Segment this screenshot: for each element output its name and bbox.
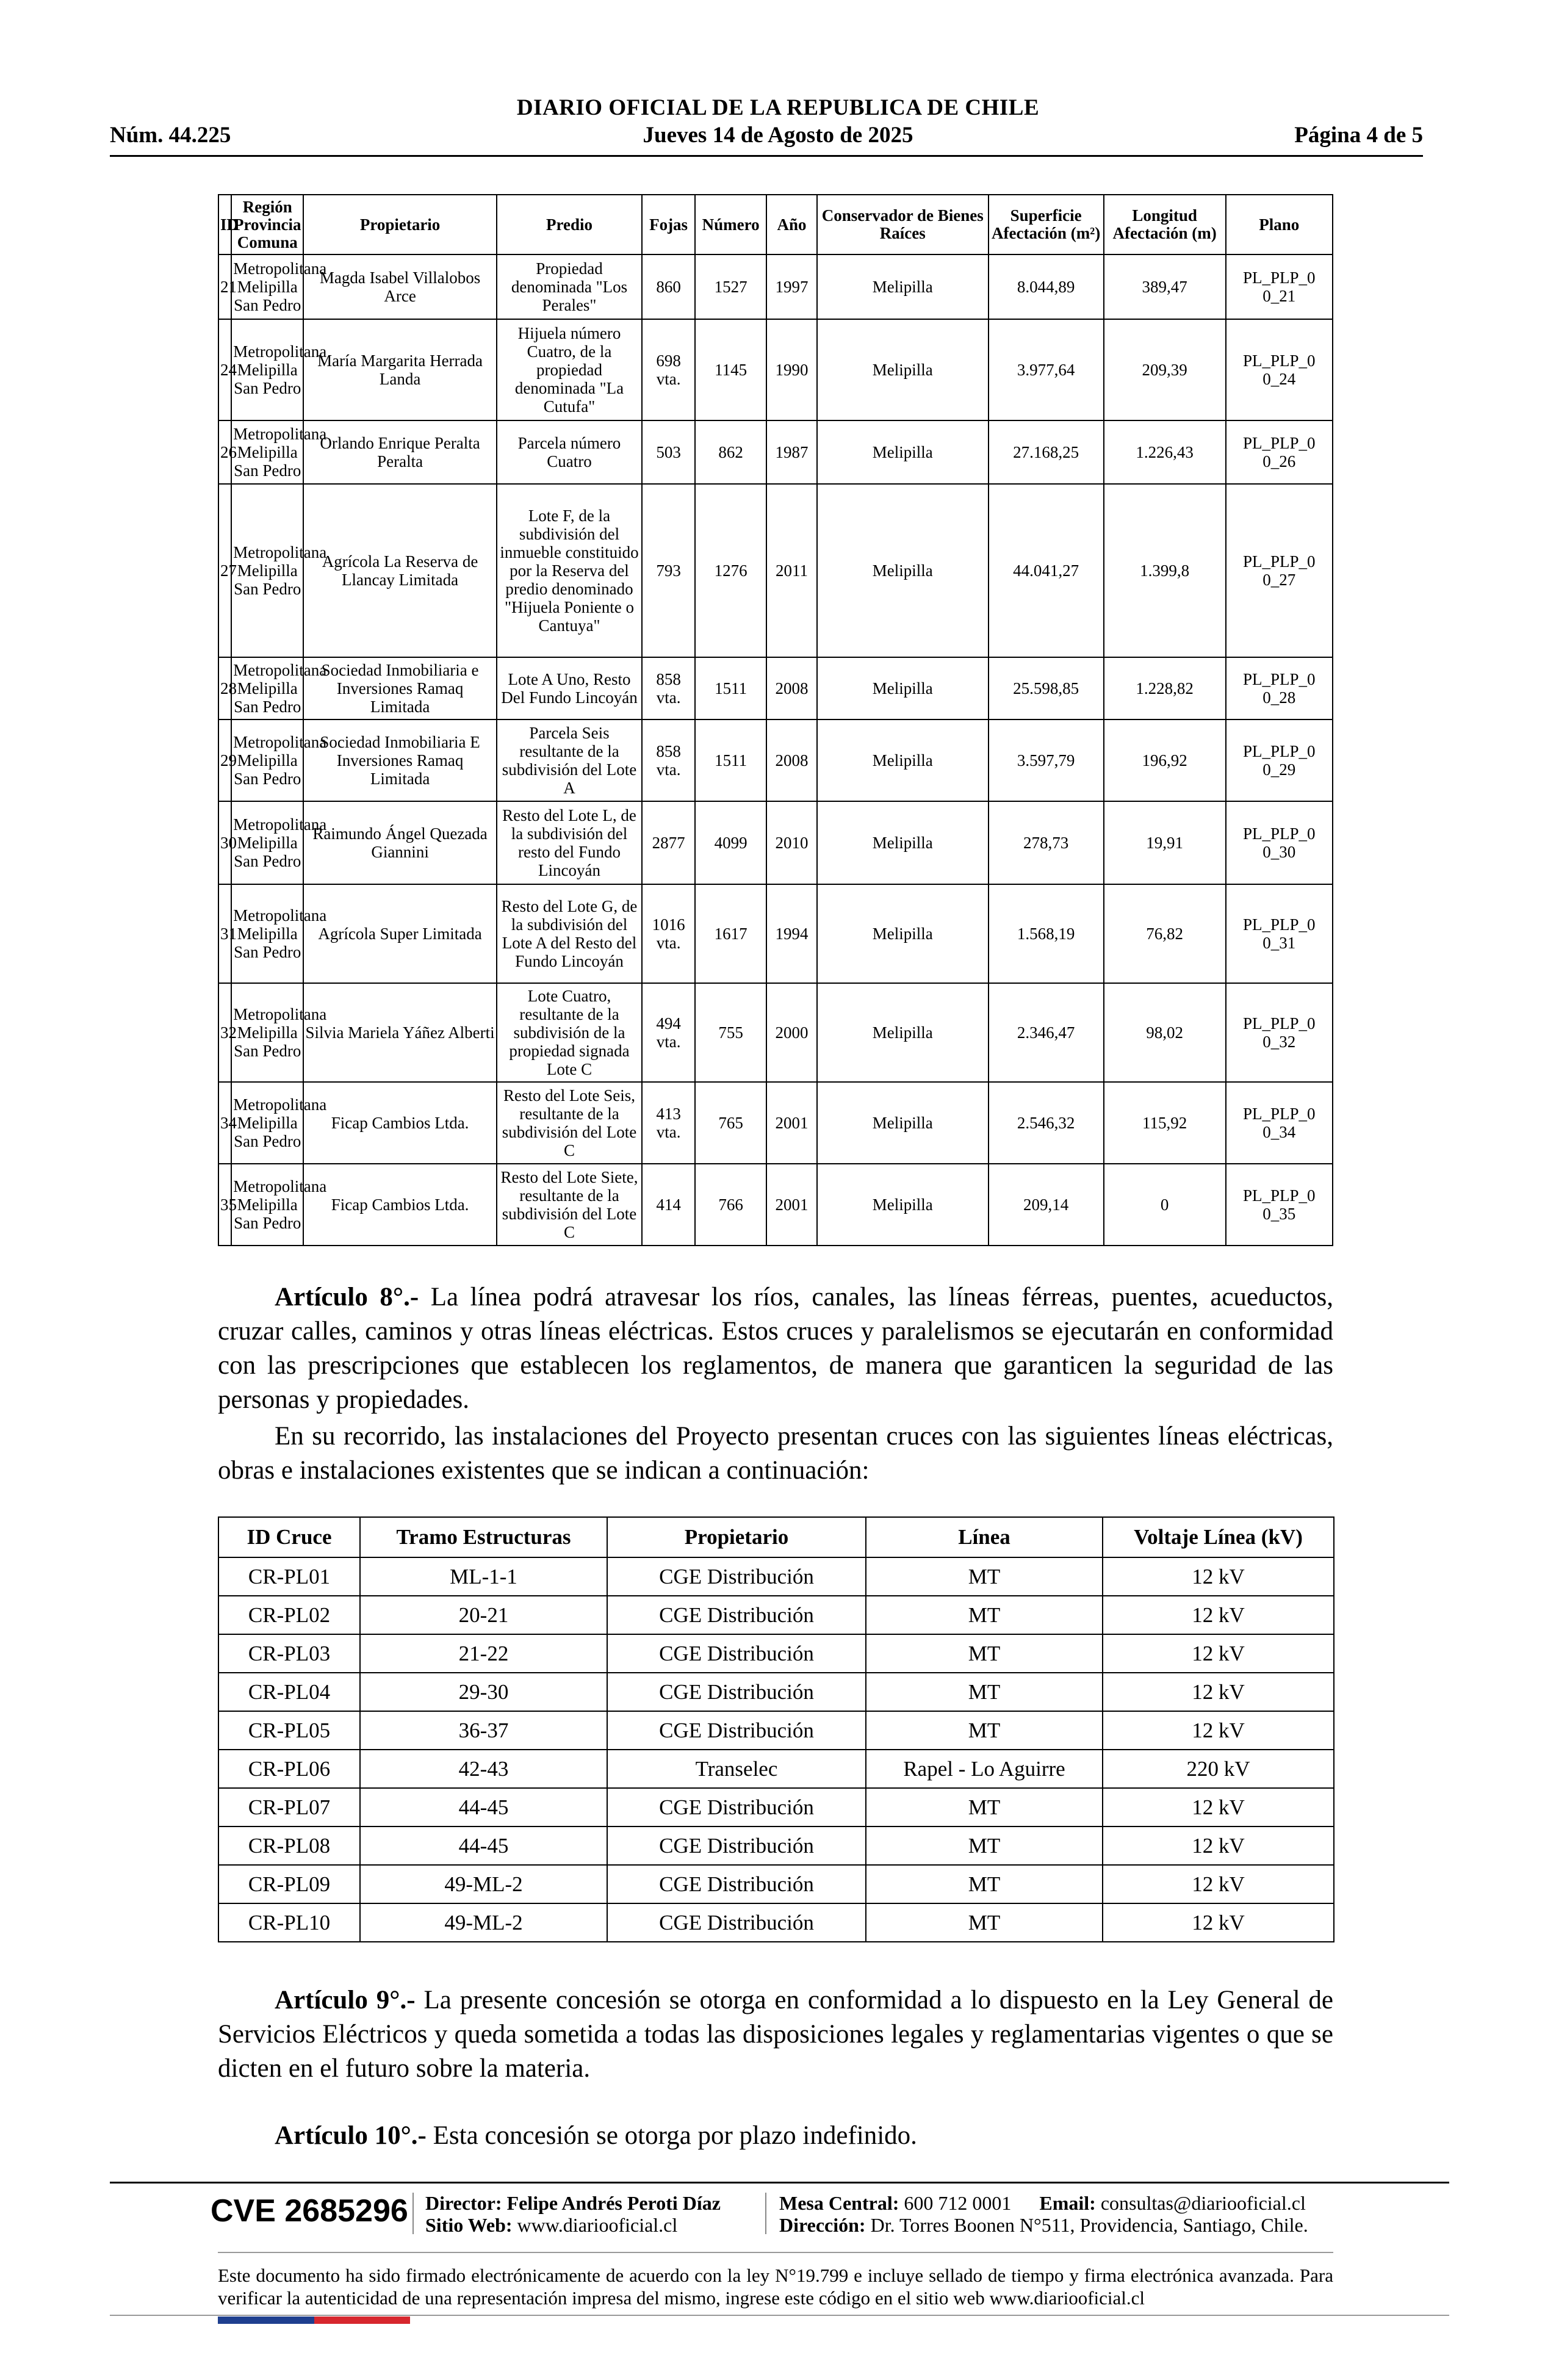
cell-line: MT [866, 1711, 1103, 1750]
cell-registrar: Melipilla [817, 801, 989, 884]
article-9-title: Artículo 9°.- [275, 1986, 416, 2014]
cell-plan: PL_PLP_0 0_29 [1226, 719, 1333, 801]
cell-segment: ML-1-1 [360, 1557, 607, 1596]
cell-plan: PL_PLP_0 0_31 [1226, 884, 1333, 983]
cell-registrar: Melipilla [817, 1164, 989, 1246]
cell-property: Resto del Lote Seis, resultante de la subdivisión del Lote C [497, 1082, 642, 1164]
cell-region: Metropolitana Melipilla San Pedro [231, 319, 303, 420]
cell-segment: 36-37 [360, 1711, 607, 1750]
cell-voltage: 12 kV [1103, 1711, 1334, 1750]
cell-registrar: Melipilla [817, 1082, 989, 1164]
cell-segment: 49-ML-2 [360, 1903, 607, 1942]
cell-cross-owner: CGE Distribución [607, 1711, 866, 1750]
cell-voltage: 12 kV [1103, 1557, 1334, 1596]
cell-registrar: Melipilla [817, 484, 989, 657]
cell-segment: 29-30 [360, 1673, 607, 1711]
cell-area: 278,73 [989, 801, 1104, 884]
cell-voltage: 12 kV [1103, 1634, 1334, 1673]
table-row [218, 1596, 1334, 1634]
cell-fojas: 858 vta. [642, 657, 695, 719]
legal-notice: Este documento ha sido firmado electrónicamente de acuerdo con la ley N°19.799 e incluye sellado de tiempo y firma electrónica avanzada. Para verificar la autenticidad de una representación impresa del mismo, ingrese este código en el sitio web www.diariooficial.cl [218, 2265, 1333, 2309]
cell-voltage: 12 kV [1103, 1826, 1334, 1865]
director-label: Director: [425, 2192, 502, 2214]
col-header-registrar: Conservador de Bienes Raíces [817, 195, 989, 254]
cell-id: 21 [218, 254, 231, 319]
table-row [218, 1673, 1334, 1711]
cell-number: 1145 [695, 319, 766, 420]
cell-owner: Orlando Enrique Peralta Peralta [303, 420, 497, 484]
cell-year: 2001 [766, 1082, 817, 1164]
table-row [218, 1557, 1334, 1596]
website-label: Sitio Web: [425, 2214, 513, 2236]
cell-number: 766 [695, 1164, 766, 1246]
cell-segment: 44-45 [360, 1788, 607, 1826]
col-header-id: ID [218, 195, 231, 254]
cell-cross-id: CR-PL08 [218, 1826, 360, 1865]
crossing-table [218, 1516, 1334, 1942]
cell-property: Hijuela número Cuatro, de la propiedad denominada "La Cutufa" [497, 319, 642, 420]
cell-plan: PL_PLP_0 0_21 [1226, 254, 1333, 319]
cell-cross-owner: CGE Distribución [607, 1788, 866, 1826]
col-header-segment: Tramo Estructuras [360, 1517, 607, 1557]
cell-region: Metropolitana Melipilla San Pedro [231, 420, 303, 484]
cell-registrar: Melipilla [817, 420, 989, 484]
cell-owner: Sociedad Inmobiliaria e Inversiones Ramaq Limitada [303, 657, 497, 719]
cell-registrar: Melipilla [817, 319, 989, 420]
issue-date: Jueves 14 de Agosto de 2025 [643, 123, 913, 148]
cell-year: 1994 [766, 884, 817, 983]
cell-plan: PL_PLP_0 0_30 [1226, 801, 1333, 884]
cell-plan: PL_PLP_0 0_34 [1226, 1082, 1333, 1164]
cell-length: 1.226,43 [1104, 420, 1226, 484]
cell-fojas: 503 [642, 420, 695, 484]
col-header-owner: Propietario [303, 195, 497, 254]
cell-year: 2010 [766, 801, 817, 884]
cell-id: 31 [218, 884, 231, 983]
article-8-text: La línea podrá atravesar los ríos, canales, las líneas férreas, puentes, acueductos, cruzar calles, caminos y otras líneas eléctricas. Estos cruces y paralelismos se ejecutarán en conformidad con las prescripciones que establecen los reglamentos, de manera que garanticen la seguridad de las personas y propiedades. [218, 1283, 1334, 1414]
cell-year: 2011 [766, 484, 817, 657]
cell-cross-id: CR-PL03 [218, 1634, 360, 1673]
cell-plan: PL_PLP_0 0_28 [1226, 657, 1333, 719]
footer-website [425, 2214, 677, 2236]
cell-segment: 49-ML-2 [360, 1865, 607, 1903]
footer-contact [779, 2192, 1306, 2214]
cell-year: 2008 [766, 719, 817, 801]
cell-owner: María Margarita Herrada Landa [303, 319, 497, 420]
cell-cross-id: CR-PL05 [218, 1711, 360, 1750]
table-row [218, 1903, 1334, 1942]
cell-voltage: 12 kV [1103, 1596, 1334, 1634]
footer-divider [110, 2182, 1449, 2183]
cell-line: MT [866, 1903, 1103, 1942]
cell-cross-owner: Transelec [607, 1750, 866, 1788]
cell-region: Metropolitana Melipilla San Pedro [231, 657, 303, 719]
address-text: Dr. Torres Boonen N°511, Providencia, Santiago, Chile. [870, 2214, 1308, 2236]
footer-director [425, 2192, 721, 2214]
cell-area: 2.346,47 [989, 983, 1104, 1082]
cell-length: 209,39 [1104, 319, 1226, 420]
cell-cross-owner: CGE Distribución [607, 1634, 866, 1673]
cell-area: 44.041,27 [989, 484, 1104, 657]
cell-plan: PL_PLP_0 0_24 [1226, 319, 1333, 420]
col-header-cross-id: ID Cruce [218, 1517, 360, 1557]
table-row [218, 657, 1333, 719]
director-name: Felipe Andrés Peroti Díaz [506, 2192, 721, 2214]
cell-fojas: 413 vta. [642, 1082, 695, 1164]
cell-cross-id: CR-PL04 [218, 1673, 360, 1711]
table-row [218, 1164, 1333, 1246]
cell-area: 209,14 [989, 1164, 1104, 1246]
cell-cross-id: CR-PL06 [218, 1750, 360, 1788]
cell-fojas: 793 [642, 484, 695, 657]
footer-separator [765, 2193, 766, 2234]
cell-area: 8.044,89 [989, 254, 1104, 319]
cell-owner: Sociedad Inmobiliaria E Inversiones Ramaq Limitada [303, 719, 497, 801]
issue-number: Núm. 44.225 [110, 123, 231, 148]
cell-fojas: 1016 vta. [642, 884, 695, 983]
cell-owner: Silvia Mariela Yáñez Alberti [303, 983, 497, 1082]
cell-area: 25.598,85 [989, 657, 1104, 719]
cell-owner: Agrícola La Reserva de Llancay Limitada [303, 484, 497, 657]
cell-property: Lote F, de la subdivisión del inmueble constituido por la Reserva del predio denominado "Hijuela Poniente o Cantuya" [497, 484, 642, 657]
col-header-region: Región Provincia Comuna [231, 195, 303, 254]
cell-number: 1527 [695, 254, 766, 319]
table-row [218, 1826, 1334, 1865]
cell-line: MT [866, 1596, 1103, 1634]
article-8-paragraph [218, 1280, 1333, 1417]
cell-owner: Ficap Cambios Ltda. [303, 1164, 497, 1246]
page-indicator: Página 4 de 5 [1294, 123, 1423, 148]
cell-fojas: 2877 [642, 801, 695, 884]
cell-length: 0 [1104, 1164, 1226, 1246]
cell-id: 26 [218, 420, 231, 484]
cell-cross-owner: CGE Distribución [607, 1557, 866, 1596]
cell-id: 34 [218, 1082, 231, 1164]
parcel-table [218, 194, 1333, 1246]
cell-plan: PL_PLP_0 0_26 [1226, 420, 1333, 484]
article-9-text: La presente concesión se otorga en conformidad a lo dispuesto en la Ley General de Servicios Eléctricos y queda sometida a todas las disposiciones legales y reglamentarias vigentes o que se dicten en el futuro sobre la materia. [218, 1986, 1334, 2083]
cell-property: Resto del Lote L, de la subdivisión del resto del Fundo Lincoyán [497, 801, 642, 884]
cell-line: MT [866, 1673, 1103, 1711]
website-link[interactable]: www.diariooficial.cl [517, 2214, 678, 2236]
cell-area: 3.597,79 [989, 719, 1104, 801]
cell-year: 1997 [766, 254, 817, 319]
cell-segment: 44-45 [360, 1826, 607, 1865]
cell-voltage: 12 kV [1103, 1903, 1334, 1942]
cell-region: Metropolitana Melipilla San Pedro [231, 1082, 303, 1164]
article-8-paragraph-2: En su recorrido, las instalaciones del Proyecto presentan cruces con las siguientes líneas eléctricas, obras e instalaciones existentes que se indican a continuación: [218, 1422, 1333, 1485]
cell-owner: Magda Isabel Villalobos Arce [303, 254, 497, 319]
cell-number: 1511 [695, 657, 766, 719]
cell-id: 32 [218, 983, 231, 1082]
col-header-line: Línea [866, 1517, 1103, 1557]
email-link[interactable]: consultas@diariooficial.cl [1100, 2192, 1306, 2214]
cell-fojas: 858 vta. [642, 719, 695, 801]
cell-plan: PL_PLP_0 0_35 [1226, 1164, 1333, 1246]
cell-area: 27.168,25 [989, 420, 1104, 484]
cell-cross-id: CR-PL09 [218, 1865, 360, 1903]
cell-length: 19,91 [1104, 801, 1226, 884]
cell-region: Metropolitana Melipilla San Pedro [231, 484, 303, 657]
cell-area: 1.568,19 [989, 884, 1104, 983]
email-label: Email: [1039, 2192, 1096, 2214]
cell-id: 29 [218, 719, 231, 801]
cell-region: Metropolitana Melipilla San Pedro [231, 884, 303, 983]
cell-property: Parcela número Cuatro [497, 420, 642, 484]
col-header-number: Número [695, 195, 766, 254]
cell-length: 115,92 [1104, 1082, 1226, 1164]
cell-owner: Ficap Cambios Ltda. [303, 1082, 497, 1164]
cell-fojas: 698 vta. [642, 319, 695, 420]
cell-cross-owner: CGE Distribución [607, 1673, 866, 1711]
col-header-plan: Plano [1226, 195, 1333, 254]
cve-code: CVE 2685296 [211, 2193, 408, 2229]
table-row [218, 484, 1333, 657]
table-row [218, 420, 1333, 484]
table-row [218, 1750, 1334, 1788]
table-row [218, 1634, 1334, 1673]
cell-line: MT [866, 1634, 1103, 1673]
col-header-year: Año [766, 195, 817, 254]
footer-divider-2 [218, 2252, 1333, 2253]
cell-area: 3.977,64 [989, 319, 1104, 420]
footer-divider-3 [110, 2315, 1449, 2316]
cell-fojas: 494 vta. [642, 983, 695, 1082]
article-10-title: Artículo 10°.- [275, 2121, 427, 2150]
cell-number: 765 [695, 1082, 766, 1164]
cell-registrar: Melipilla [817, 983, 989, 1082]
cell-cross-id: CR-PL01 [218, 1557, 360, 1596]
cell-year: 2000 [766, 983, 817, 1082]
article-10-paragraph [218, 2119, 1333, 2153]
cell-cross-owner: CGE Distribución [607, 1596, 866, 1634]
cell-length: 196,92 [1104, 719, 1226, 801]
gazette-title: DIARIO OFICIAL DE LA REPUBLICA DE CHILE [516, 95, 1040, 120]
cell-registrar: Melipilla [817, 884, 989, 983]
cell-property: Resto del Lote Siete, resultante de la subdivisión del Lote C [497, 1164, 642, 1246]
cell-region: Metropolitana Melipilla San Pedro [231, 801, 303, 884]
cell-owner: Raimundo Ángel Quezada Giannini [303, 801, 497, 884]
parcel-header-row [218, 195, 1333, 254]
cell-id: 24 [218, 319, 231, 420]
cell-id: 35 [218, 1164, 231, 1246]
footer-address [779, 2214, 1308, 2236]
table-row [218, 319, 1333, 420]
cell-number: 4099 [695, 801, 766, 884]
cell-region: Metropolitana Melipilla San Pedro [231, 983, 303, 1082]
table-row [218, 801, 1333, 884]
article-8-title: Artículo 8°.- [275, 1283, 419, 1311]
cell-property: Resto del Lote G, de la subdivisión del Lote A del Resto del Fundo Lincoyán [497, 884, 642, 983]
table-row [218, 254, 1333, 319]
flag-stripe-red [314, 2317, 410, 2324]
address-label: Dirección: [779, 2214, 866, 2236]
cell-year: 2008 [766, 657, 817, 719]
cell-line: Rapel - Lo Aguirre [866, 1750, 1103, 1788]
cell-line: MT [866, 1865, 1103, 1903]
cell-cross-owner: CGE Distribución [607, 1865, 866, 1903]
col-header-cross-owner: Propietario [607, 1517, 866, 1557]
crossing-header-row [218, 1517, 1334, 1557]
cell-cross-owner: CGE Distribución [607, 1826, 866, 1865]
cell-owner: Agrícola Super Limitada [303, 884, 497, 983]
cell-length: 98,02 [1104, 983, 1226, 1082]
cell-registrar: Melipilla [817, 657, 989, 719]
cell-length: 1.399,8 [1104, 484, 1226, 657]
cell-cross-id: CR-PL10 [218, 1903, 360, 1942]
col-header-area: Superficie Afectación (m²) [989, 195, 1104, 254]
cell-line: MT [866, 1826, 1103, 1865]
col-header-fojas: Fojas [642, 195, 695, 254]
article-9-paragraph [218, 1983, 1333, 2086]
table-row [218, 983, 1333, 1082]
table-row [218, 884, 1333, 983]
cell-length: 389,47 [1104, 254, 1226, 319]
cell-voltage: 220 kV [1103, 1750, 1334, 1788]
cell-number: 1511 [695, 719, 766, 801]
cell-property: Parcela Seis resultante de la subdivisión del Lote A [497, 719, 642, 801]
cell-fojas: 860 [642, 254, 695, 319]
cell-region: Metropolitana Melipilla San Pedro [231, 719, 303, 801]
cell-region: Metropolitana Melipilla San Pedro [231, 254, 303, 319]
mesa-label: Mesa Central: [779, 2192, 899, 2214]
cell-id: 28 [218, 657, 231, 719]
flag-stripe-blue [218, 2317, 314, 2324]
cell-length: 1.228,82 [1104, 657, 1226, 719]
cell-id: 27 [218, 484, 231, 657]
cell-length: 76,82 [1104, 884, 1226, 983]
cell-cross-id: CR-PL02 [218, 1596, 360, 1634]
cell-cross-owner: CGE Distribución [607, 1903, 866, 1942]
cell-id: 30 [218, 801, 231, 884]
cell-year: 1990 [766, 319, 817, 420]
article-10-text: Esta concesión se otorga por plazo indefinido. [433, 2121, 917, 2150]
cell-year: 1987 [766, 420, 817, 484]
col-header-property: Predio [497, 195, 642, 254]
cell-plan: PL_PLP_0 0_32 [1226, 983, 1333, 1082]
footer-separator [412, 2193, 414, 2234]
cell-property: Propiedad denominada "Los Perales" [497, 254, 642, 319]
header-divider [110, 155, 1423, 157]
cell-area: 2.546,32 [989, 1082, 1104, 1164]
cell-number: 862 [695, 420, 766, 484]
cell-voltage: 12 kV [1103, 1788, 1334, 1826]
cell-number: 755 [695, 983, 766, 1082]
cell-segment: 42-43 [360, 1750, 607, 1788]
cell-registrar: Melipilla [817, 719, 989, 801]
cell-segment: 21-22 [360, 1634, 607, 1673]
cell-property: Lote Cuatro, resultante de la subdivisión de la propiedad signada Lote C [497, 983, 642, 1082]
cell-fojas: 414 [642, 1164, 695, 1246]
cell-cross-id: CR-PL07 [218, 1788, 360, 1826]
table-row [218, 1865, 1334, 1903]
cell-line: MT [866, 1788, 1103, 1826]
table-row [218, 1711, 1334, 1750]
mesa-phone: 600 712 0001 [904, 2192, 1012, 2214]
table-row [218, 1082, 1333, 1164]
cell-year: 2001 [766, 1164, 817, 1246]
cell-voltage: 12 kV [1103, 1673, 1334, 1711]
cell-region: Metropolitana Melipilla San Pedro [231, 1164, 303, 1246]
col-header-voltage: Voltaje Línea (kV) [1103, 1517, 1334, 1557]
cell-property: Lote A Uno, Resto Del Fundo Lincoyán [497, 657, 642, 719]
table-row [218, 1788, 1334, 1826]
col-header-length: Longitud Afectación (m) [1104, 195, 1226, 254]
cell-registrar: Melipilla [817, 254, 989, 319]
cell-plan: PL_PLP_0 0_27 [1226, 484, 1333, 657]
cell-line: MT [866, 1557, 1103, 1596]
table-row [218, 719, 1333, 801]
cell-voltage: 12 kV [1103, 1865, 1334, 1903]
cell-number: 1617 [695, 884, 766, 983]
cell-segment: 20-21 [360, 1596, 607, 1634]
cell-number: 1276 [695, 484, 766, 657]
